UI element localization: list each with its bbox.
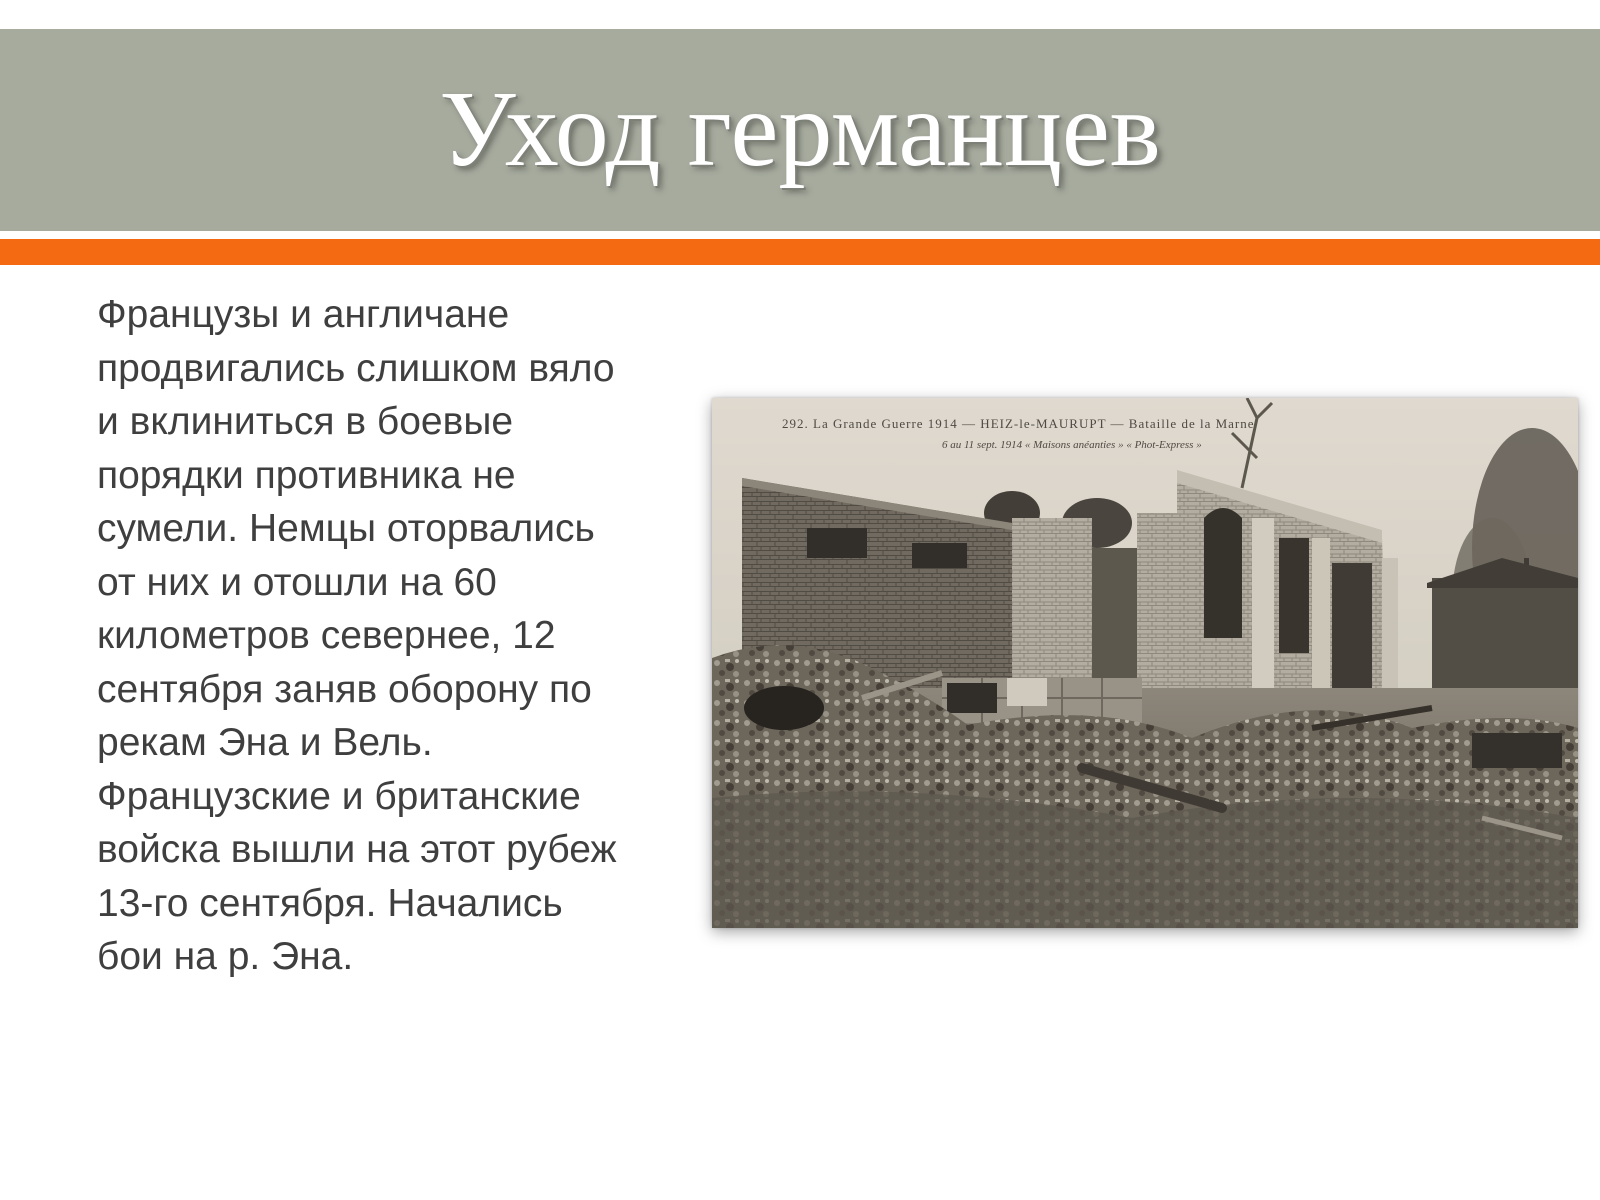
title-band: [0, 29, 1600, 231]
ruins-photo-illustration: [712, 398, 1578, 928]
slide-title: Уход германцев: [439, 70, 1161, 189]
ruins-photo: [712, 398, 1578, 928]
photo-caption-line1: 292. La Grande Guerre 1914 — HEIZ-le-MAURUPT — Bataille de la Marne: [782, 416, 1255, 431]
slide-body-text: Французы и англичане продвигались слишком вяло и вклиниться в боевые порядки противника не сумели. Немцы оторвались от них и отошли на 60 километров севернее, 12 сентября заняв оборону по рекам Эна и Вель. Французские и британские войска вышли на этот рубеж 13-го сентября. Начались бои на р. Эна.: [97, 293, 617, 978]
photo-caption-line2: 6 au 11 sept. 1914 « Maisons anéanties » « Phot-Express »: [942, 439, 1202, 451]
accent-stripe: [0, 239, 1600, 265]
